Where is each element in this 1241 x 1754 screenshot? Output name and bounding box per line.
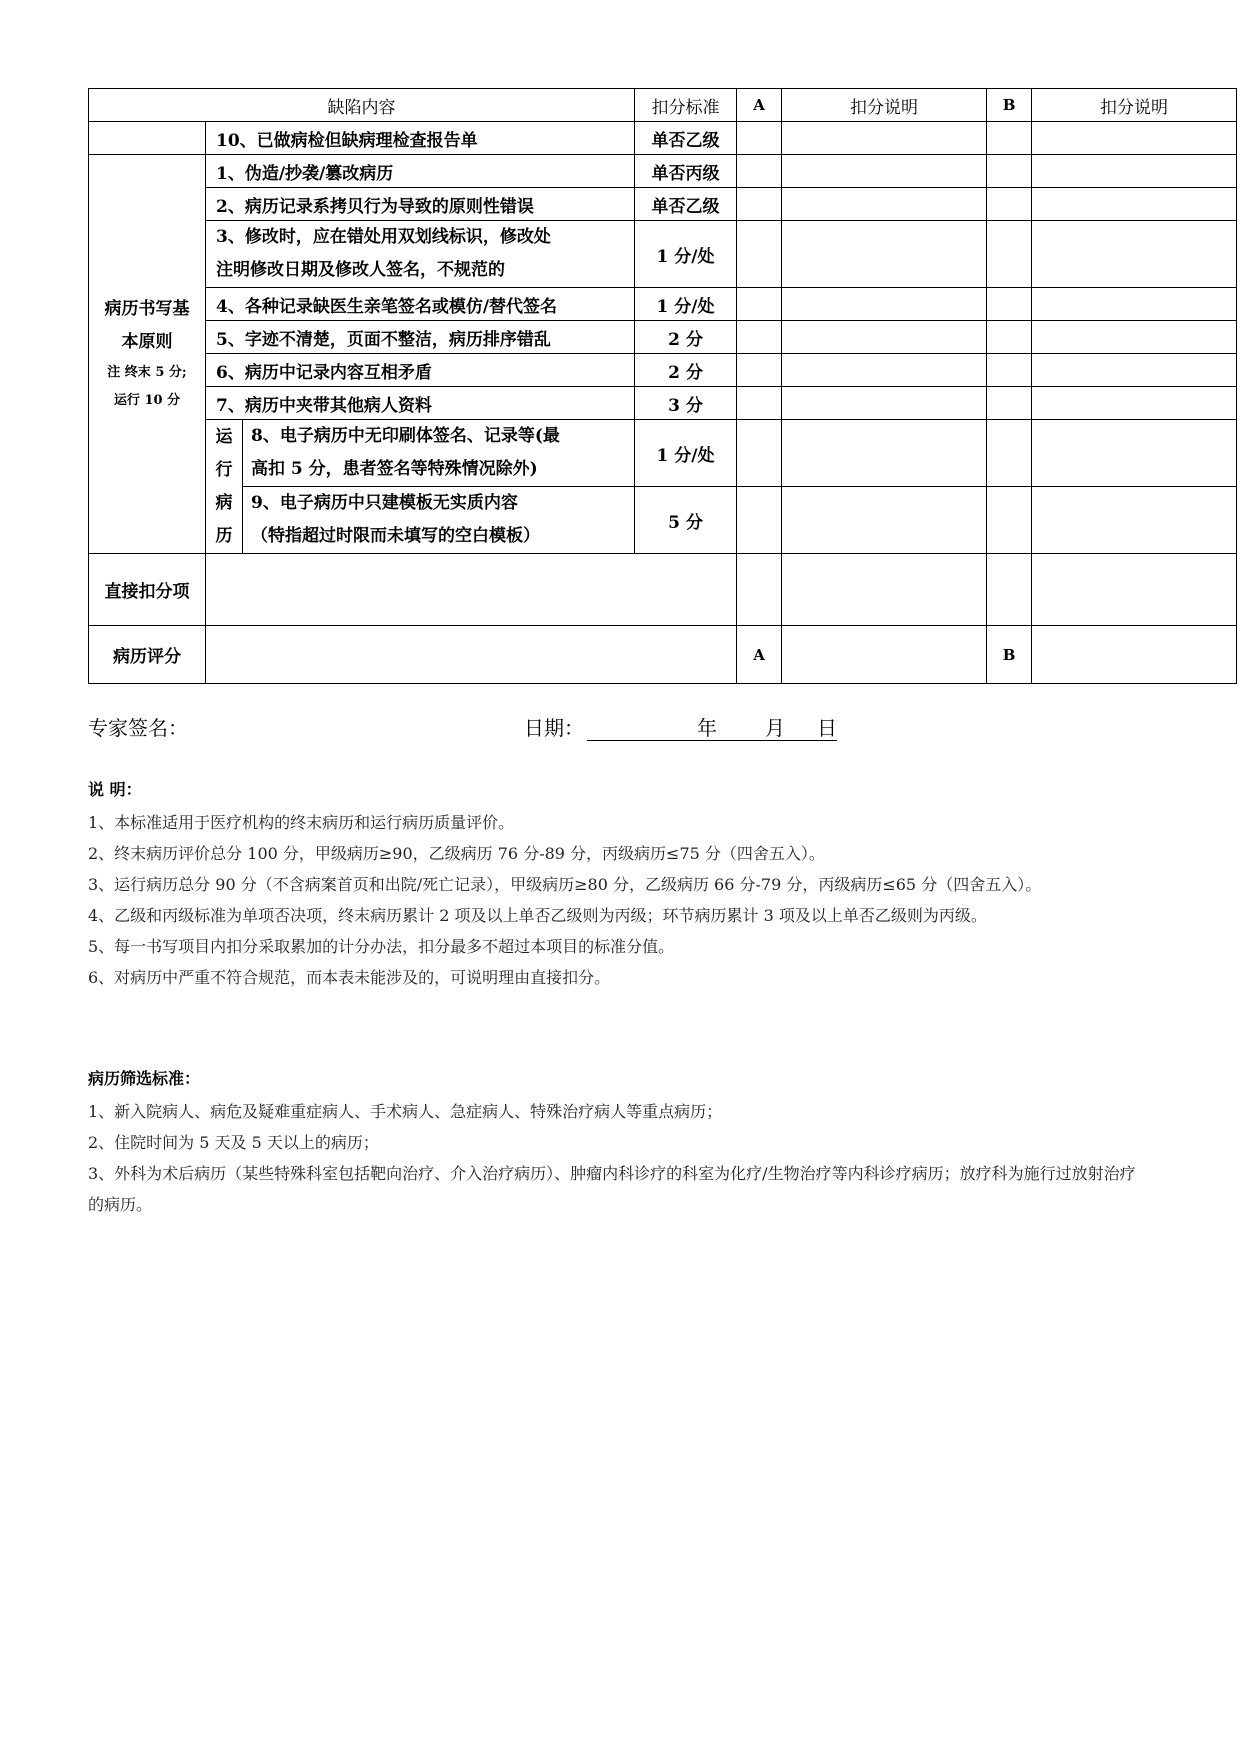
table-row bbox=[89, 288, 1237, 321]
score-a-cell[interactable] bbox=[737, 420, 782, 487]
note-item: 4、乙级和丙级标准为单项否决项，终末病历累计 2 项及以上单否乙级则为丙级；环节病历累计 3 项及以上单否乙级则为丙级。 bbox=[88, 906, 987, 925]
header-standard: 扣分标准 bbox=[635, 89, 737, 122]
defect-item bbox=[243, 420, 635, 487]
note-a-cell[interactable] bbox=[782, 554, 987, 626]
empty-cell bbox=[89, 122, 206, 155]
sub-category-char: 病 bbox=[215, 492, 233, 513]
sub-category-char: 运 bbox=[215, 426, 233, 447]
score-row bbox=[89, 626, 1237, 684]
defect-item: 5、字迹不清楚，页面不整洁，病历排序错乱 bbox=[206, 321, 635, 354]
year-label: 年 bbox=[697, 716, 717, 740]
defect-item-line: 8、电子病历中无印刷体签名、记录等(最 bbox=[251, 426, 560, 446]
table-row bbox=[89, 387, 1237, 420]
standard-cell: 单否丙级 bbox=[635, 155, 737, 188]
score-b-label: B bbox=[987, 626, 1032, 684]
score-a-cell[interactable] bbox=[737, 288, 782, 321]
standard-cell: 单否乙级 bbox=[635, 122, 737, 155]
score-a-cell[interactable] bbox=[737, 122, 782, 155]
score-b-cell[interactable] bbox=[987, 321, 1032, 354]
note-a-cell[interactable] bbox=[782, 387, 987, 420]
table-row bbox=[89, 321, 1237, 354]
note-a-cell[interactable] bbox=[782, 155, 987, 188]
note-item: 1、本标准适用于医疗机构的终末病历和运行病历质量评价。 bbox=[88, 813, 515, 832]
criteria-item: 1、新入院病人、病危及疑难重症病人、手术病人、急症病人、特殊治疗病人等重点病历； bbox=[88, 1102, 723, 1121]
table-row bbox=[89, 155, 1237, 188]
note-a-cell[interactable] bbox=[782, 420, 987, 487]
notes-section bbox=[88, 774, 1148, 993]
score-a-label: A bbox=[737, 626, 782, 684]
criteria-section bbox=[88, 1063, 1148, 1220]
notes-title: 说 明： bbox=[88, 780, 142, 799]
note-b-cell[interactable] bbox=[1032, 221, 1237, 288]
category-note-1: 注 终末 5 分; bbox=[107, 365, 187, 380]
score-b-cell[interactable] bbox=[987, 387, 1032, 420]
note-b-cell[interactable] bbox=[1032, 288, 1237, 321]
day-label: 日 bbox=[817, 716, 837, 740]
score-a-cell[interactable] bbox=[737, 354, 782, 387]
date-label: 日期： bbox=[524, 716, 584, 740]
standard-cell: 1 分/处 bbox=[635, 288, 737, 321]
standard-cell: 1 分/处 bbox=[635, 221, 737, 288]
score-a-cell[interactable] bbox=[737, 188, 782, 221]
score-label: 病历评分 bbox=[89, 626, 206, 684]
score-b-cell[interactable] bbox=[987, 554, 1032, 626]
score-b-value[interactable] bbox=[1032, 626, 1237, 684]
defect-item-line: 注明修改日期及修改人签名，不规范的 bbox=[216, 260, 505, 280]
defect-item: 6、病历中记录内容互相矛盾 bbox=[206, 354, 635, 387]
defect-item bbox=[206, 221, 635, 288]
category-title-1: 病历书写基 bbox=[104, 299, 190, 319]
score-b-cell[interactable] bbox=[987, 354, 1032, 387]
note-b-cell[interactable] bbox=[1032, 487, 1237, 554]
score-b-cell[interactable] bbox=[987, 188, 1032, 221]
standard-cell: 5 分 bbox=[635, 487, 737, 554]
note-b-cell[interactable] bbox=[1032, 155, 1237, 188]
note-b-cell[interactable] bbox=[1032, 321, 1237, 354]
header-defect: 缺陷内容 bbox=[89, 89, 635, 122]
defect-item: 10、已做病检但缺病理检查报告单 bbox=[206, 122, 635, 155]
header-a: A bbox=[737, 89, 782, 122]
header-b: B bbox=[987, 89, 1032, 122]
score-a-cell[interactable] bbox=[737, 387, 782, 420]
note-item: 6、对病历中严重不符合规范，而本表未能涉及的，可说明理由直接扣分。 bbox=[88, 968, 611, 987]
evaluation-table bbox=[88, 88, 1237, 684]
standard-cell: 单否乙级 bbox=[635, 188, 737, 221]
score-b-cell[interactable] bbox=[987, 221, 1032, 288]
note-item: 2、终末病历评价总分 100 分，甲级病历≥90，乙级病历 76 分-89 分，丙级病历≤75 分（四舍五入）。 bbox=[88, 844, 825, 863]
date-field[interactable] bbox=[587, 712, 837, 741]
defect-item: 1、伪造/抄袭/篡改病历 bbox=[206, 155, 635, 188]
standard-cell: 1 分/处 bbox=[635, 420, 737, 487]
note-a-cell[interactable] bbox=[782, 122, 987, 155]
header-a-note: 扣分说明 bbox=[782, 89, 987, 122]
sub-category-char: 行 bbox=[215, 459, 233, 480]
header-b-note: 扣分说明 bbox=[1032, 89, 1237, 122]
sub-category-label bbox=[206, 420, 243, 554]
score-b-cell[interactable] bbox=[987, 288, 1032, 321]
direct-deduction-label: 直接扣分项 bbox=[89, 554, 206, 626]
sub-category-char: 历 bbox=[215, 525, 233, 546]
defect-item-line: 9、电子病历中只建模板无实质内容 bbox=[251, 493, 518, 513]
note-a-cell[interactable] bbox=[782, 321, 987, 354]
score-a-cell[interactable] bbox=[737, 321, 782, 354]
criteria-title: 病历筛选标准： bbox=[88, 1069, 201, 1088]
standard-cell: 3 分 bbox=[635, 387, 737, 420]
direct-deduction-row bbox=[89, 554, 1237, 626]
defect-item-line: （特指超过时限而未填写的空白模板） bbox=[251, 526, 540, 546]
standard-cell: 2 分 bbox=[635, 321, 737, 354]
note-b-cell[interactable] bbox=[1032, 420, 1237, 487]
table-row bbox=[89, 188, 1237, 221]
table-row bbox=[89, 122, 1237, 155]
criteria-item: 2、住院时间为 5 天及 5 天以上的病历； bbox=[88, 1133, 379, 1152]
category-title-2: 本原则 bbox=[121, 332, 173, 352]
defect-item-line: 高扣 5 分，患者签名等特殊情况除外) bbox=[251, 459, 538, 479]
table-row bbox=[89, 487, 1237, 554]
note-b-cell[interactable] bbox=[1032, 554, 1237, 626]
note-b-cell[interactable] bbox=[1032, 188, 1237, 221]
note-b-cell[interactable] bbox=[1032, 387, 1237, 420]
score-b-cell[interactable] bbox=[987, 122, 1032, 155]
score-a-cell[interactable] bbox=[737, 487, 782, 554]
note-item: 5、每一书写项目内扣分采取累加的计分办法，扣分最多不超过本项目的标准分值。 bbox=[88, 937, 675, 956]
month-label: 月 bbox=[765, 716, 785, 740]
category-cell bbox=[89, 155, 206, 554]
score-a-cell[interactable] bbox=[737, 554, 782, 626]
table-row bbox=[89, 420, 1237, 487]
note-a-cell[interactable] bbox=[782, 354, 987, 387]
score-b-cell[interactable] bbox=[987, 487, 1032, 554]
defect-item bbox=[243, 487, 635, 554]
defect-item: 2、病历记录系拷贝行为导致的原则性错误 bbox=[206, 188, 635, 221]
header-row bbox=[89, 89, 1237, 122]
score-a-value[interactable] bbox=[782, 626, 987, 684]
score-content-cell[interactable] bbox=[206, 626, 737, 684]
standard-cell: 2 分 bbox=[635, 354, 737, 387]
score-b-cell[interactable] bbox=[987, 155, 1032, 188]
defect-item: 7、病历中夹带其他病人资料 bbox=[206, 387, 635, 420]
table-row bbox=[89, 354, 1237, 387]
note-a-cell[interactable] bbox=[782, 221, 987, 288]
note-b-cell[interactable] bbox=[1032, 354, 1237, 387]
note-a-cell[interactable] bbox=[782, 288, 987, 321]
criteria-item: 3、外科为术后病历（某些特殊科室包括靶向治疗、介入治疗病历）、肿瘤内科诊疗的科室为化疗/生物治疗等内科诊疗病历；放疗科为施行过放射治疗的病历。 bbox=[88, 1164, 1136, 1214]
note-a-cell[interactable] bbox=[782, 487, 987, 554]
score-a-cell[interactable] bbox=[737, 155, 782, 188]
score-a-cell[interactable] bbox=[737, 221, 782, 288]
defect-item: 4、各种记录缺医生亲笔签名或模仿/替代签名 bbox=[206, 288, 635, 321]
table-row bbox=[89, 221, 1237, 288]
direct-deduction-cell[interactable] bbox=[206, 554, 737, 626]
note-item: 3、运行病历总分 90 分（不含病案首页和出院/死亡记录），甲级病历≥80 分，乙级病历 66 分-79 分，丙级病历≤65 分（四舍五入）。 bbox=[88, 875, 1042, 894]
note-b-cell[interactable] bbox=[1032, 122, 1237, 155]
note-a-cell[interactable] bbox=[782, 188, 987, 221]
score-b-cell[interactable] bbox=[987, 420, 1032, 487]
defect-item-line: 3、修改时，应在错处用双划线标识，修改处 bbox=[216, 227, 551, 247]
category-note-2: 运行 10 分 bbox=[113, 393, 181, 408]
expert-signature-label: 专家签名： bbox=[88, 716, 188, 740]
